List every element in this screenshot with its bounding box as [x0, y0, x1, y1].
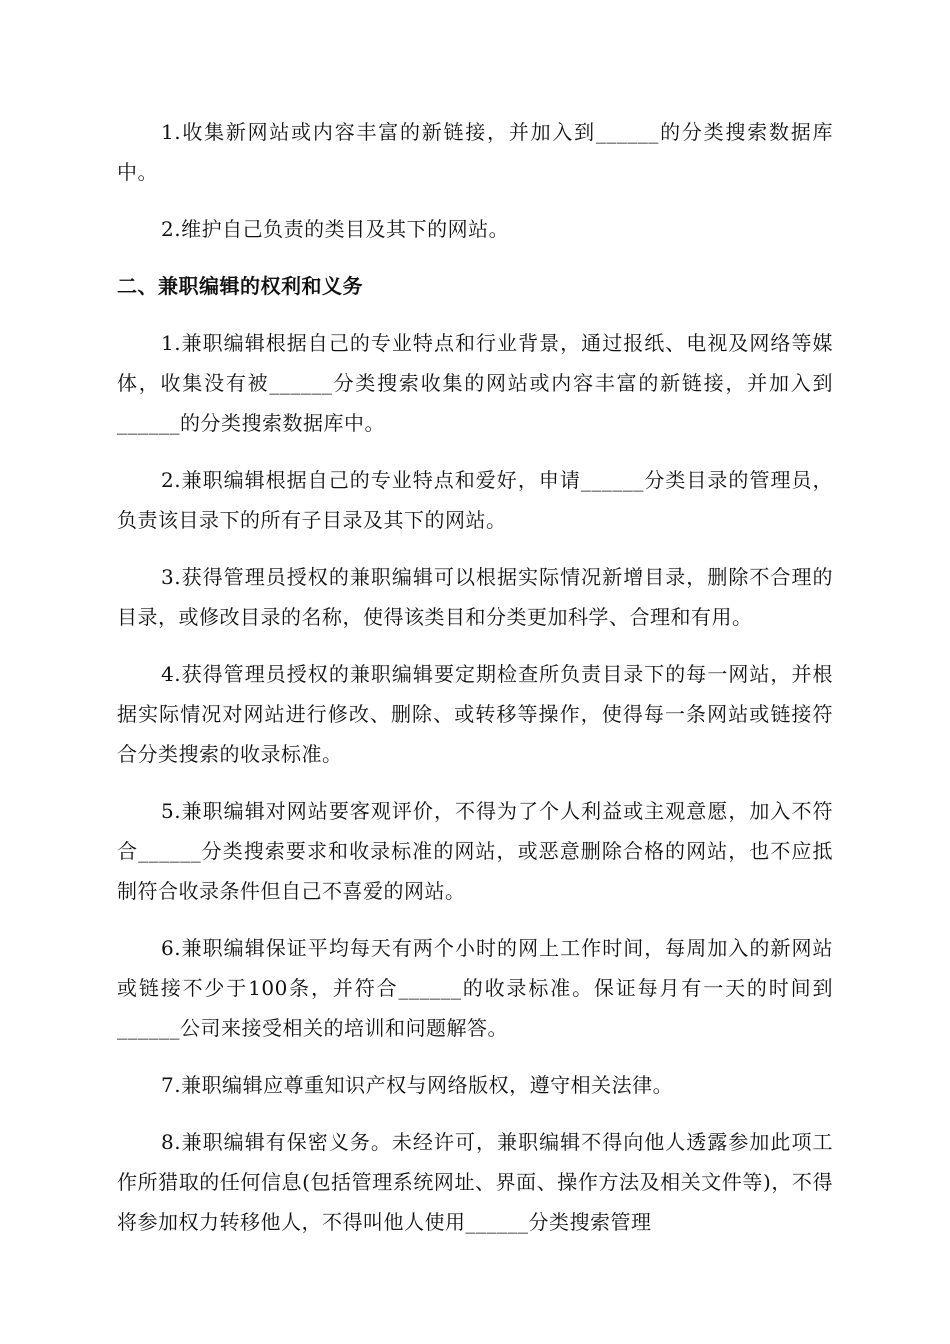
section-item-1: 1.兼职编辑根据自己的专业特点和行业背景，通过报纸、电视及网络等媒体，收集没有被______分类搜索收集的网站或内容丰富的新链接，并加入到______的分类搜索数据库中。 [117, 331, 833, 435]
section-item-8: 8.兼职编辑有保密义务。未经许可，兼职编辑不得向他人透露参加此项工作所猎取的任何信息(包括管理系统网址、界面、操作方法及相关文件等)，不得将参加权力转移他人，不得叫他人使用______分类搜索管理 [117, 1130, 833, 1234]
section-item-7: 7.兼职编辑应尊重知识产权与网络版权，遵守相关法律。 [161, 1073, 674, 1097]
document-page [117, 112, 833, 1259]
section-item-5: 5.兼职编辑对网站要客观评价，不得为了个人利益或主观意愿，加入不符合______分类搜索要求和收录标准的网站，或恶意删除合格的网站，也不应抵制符合收录条件但自己不喜爱的网站。 [117, 799, 833, 903]
intro-item-2: 2.维护自己负责的类目及其下的网站。 [161, 217, 510, 241]
section-item-4: 4.获得管理员授权的兼职编辑要定期检查所负责目录下的每一网站，并根据实际情况对网站进行修改、删除、或转移等操作，使得每一条网站或链接符合分类搜索的收录标准。 [117, 662, 833, 766]
section-heading: 二、兼职编辑的权利和义务 [117, 274, 363, 298]
section-item-6: 6.兼职编辑保证平均每天有两个小时的网上工作时间，每周加入的新网站或链接不少于100条，并符合______的收录标准。保证每月有一天的时间到______公司来接受相关的培训和问题解答。 [117, 936, 833, 1040]
section-item-3: 3.获得管理员授权的兼职编辑可以根据实际情况新增目录，删除不合理的目录，或修改目录的名称，使得该类目和分类更加科学、合理和有用。 [117, 565, 833, 629]
intro-item-1: 1.收集新网站或内容丰富的新链接，并加入到______的分类搜索数据库中。 [117, 120, 833, 184]
section-item-2: 2.兼职编辑根据自己的专业特点和爱好，申请______分类目录的管理员，负责该目录下的所有子目录及其下的网站。 [117, 468, 833, 532]
